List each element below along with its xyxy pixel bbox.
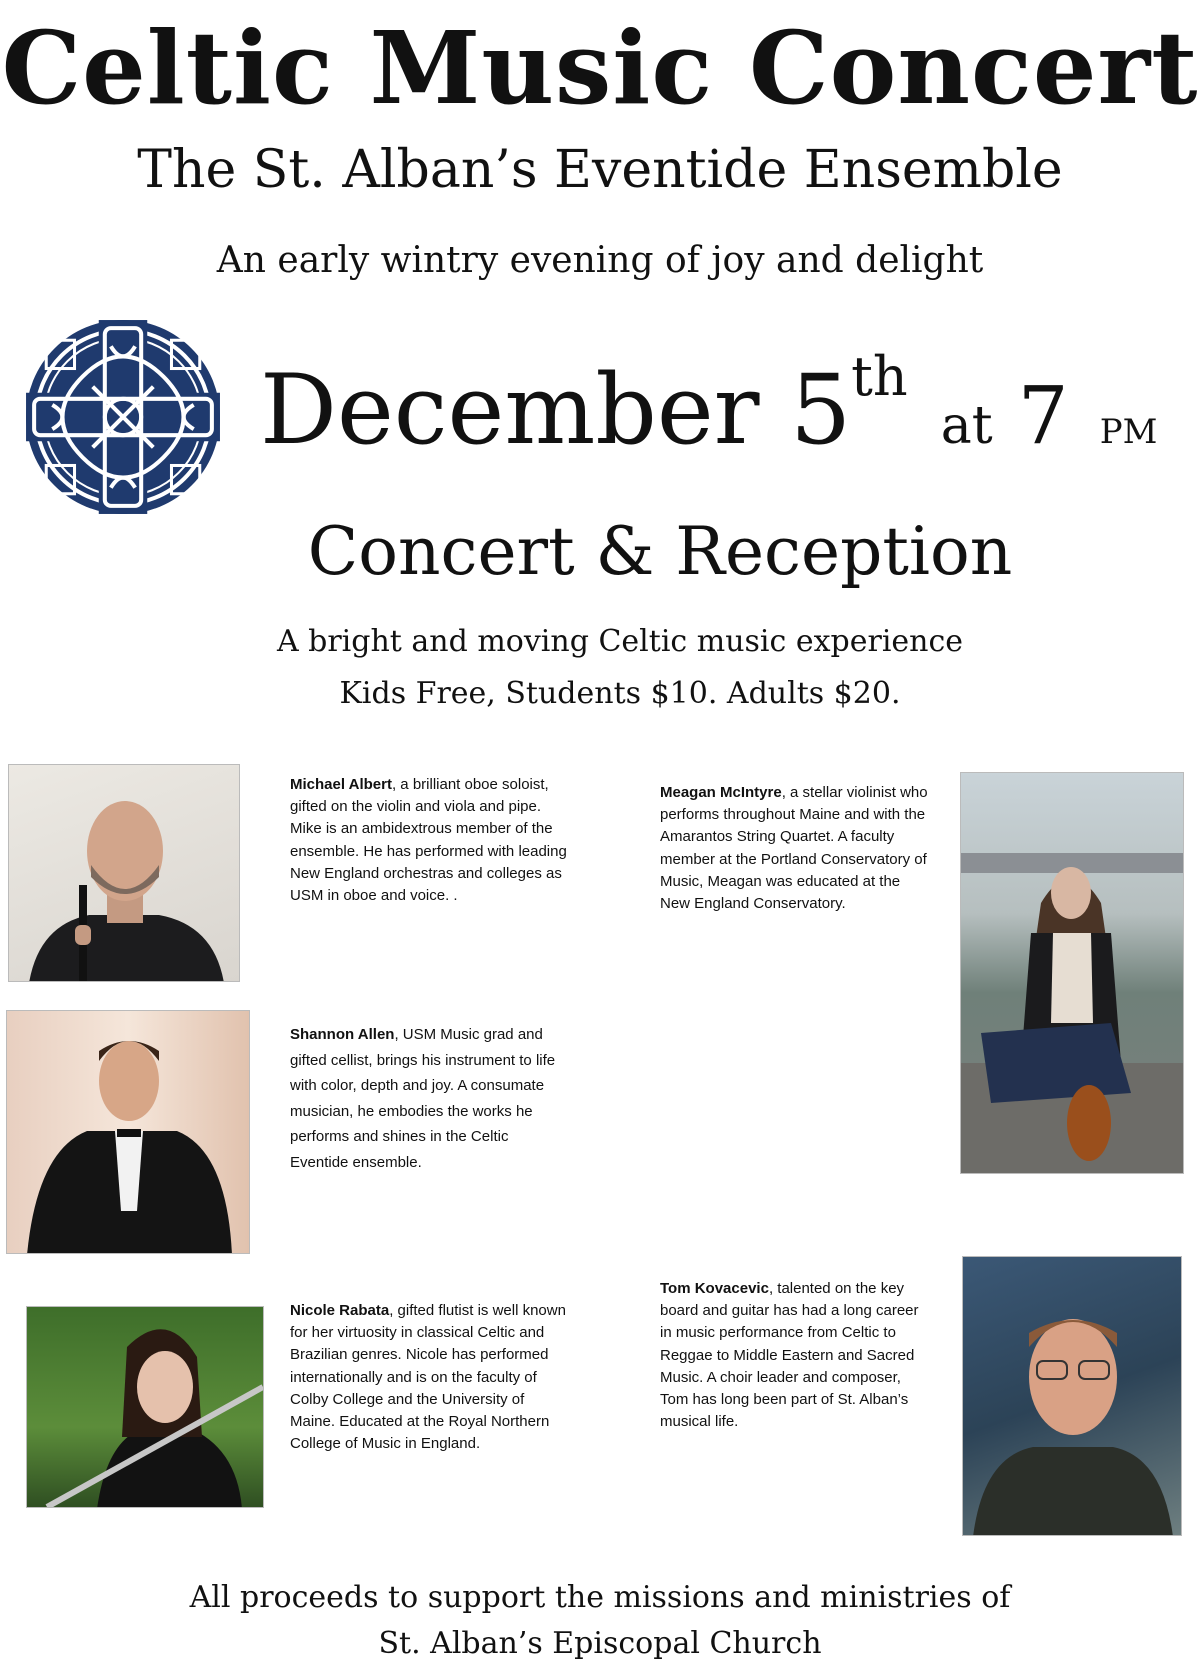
performer-bio-michael xyxy=(290,774,570,907)
performer-bio-meagan xyxy=(660,782,930,915)
event-date-time xyxy=(260,345,1200,490)
ticket-prices: Kids Free, Students $10. Adults $20. xyxy=(339,676,901,711)
performer-photo-michael xyxy=(8,764,240,982)
performer-photo-tom xyxy=(962,1256,1182,1536)
performer-name: Meagan McIntyre xyxy=(660,784,782,801)
ensemble-subtitle: The St. Alban’s Eventide Ensemble xyxy=(137,140,1063,200)
performer-description: , talented on the key board and guitar has had a long career in music performance from Celtic to Reggae to Middle Eastern and Sacred Music. A choir leader and composer, Tom has long been part of St. Alban’s musical life. xyxy=(660,1280,919,1431)
performer-bio-shannon xyxy=(290,1022,570,1175)
performer-photo-meagan xyxy=(960,772,1184,1174)
experience-text: A bright and moving Celtic music experience xyxy=(276,624,964,659)
celtic-cross-knot-icon xyxy=(22,316,224,518)
date-ordinal: th xyxy=(851,345,908,408)
performer-description: , a brilliant oboe soloist, gifted on the violin and viola and pipe. Mike is an ambidextrous member of the ensemble. He has performed with leading New England orchestras and colleges as USM in oboe and voice. . xyxy=(290,776,567,905)
event-date: December 5 xyxy=(260,354,852,466)
performer-description: , USM Music grad and gifted cellist, brings his instrument to life with color, depth and joy. A consumate musician, he embodies the works he performs and shines in the Celtic Eventide ensemble. xyxy=(290,1026,556,1171)
performer-name: Tom Kovacevic xyxy=(660,1280,769,1297)
performer-name: Michael Albert xyxy=(290,776,392,793)
event-time: 7 xyxy=(1017,369,1069,462)
performer-bio-tom xyxy=(660,1278,920,1433)
performer-name: Nicole Rabata xyxy=(290,1302,390,1319)
tagline: An early wintry evening of joy and delight xyxy=(216,240,984,281)
time-ampm: PM xyxy=(1099,412,1158,452)
footer-church: St. Alban’s Episcopal Church xyxy=(378,1626,822,1661)
performer-description: , gifted flutist is well known for her virtuosity in classical Celtic and Brazilian genres. Nicole has performed internationally and is on the faculty of Colby College and the University of Maine. Educated at the Royal Northern College of Music in England. xyxy=(290,1302,566,1453)
performer-photo-nicole xyxy=(26,1306,264,1508)
event-type: Concert & Reception xyxy=(307,513,1013,590)
footer-proceeds: All proceeds to support the missions and ministries of xyxy=(189,1580,1011,1615)
performer-photo-shannon xyxy=(6,1010,250,1254)
performer-name: Shannon Allen xyxy=(290,1026,395,1043)
page-title: Celtic Music Concert xyxy=(1,9,1199,127)
performer-description: , a stellar violinist who performs throughout Maine and with the Amarantos String Quartet. A faculty member at the Portland Conservatory of Music, Meagan was educated at the New England Conservatory. xyxy=(660,784,928,913)
performer-bio-nicole xyxy=(290,1300,570,1455)
date-at: at xyxy=(940,396,993,456)
